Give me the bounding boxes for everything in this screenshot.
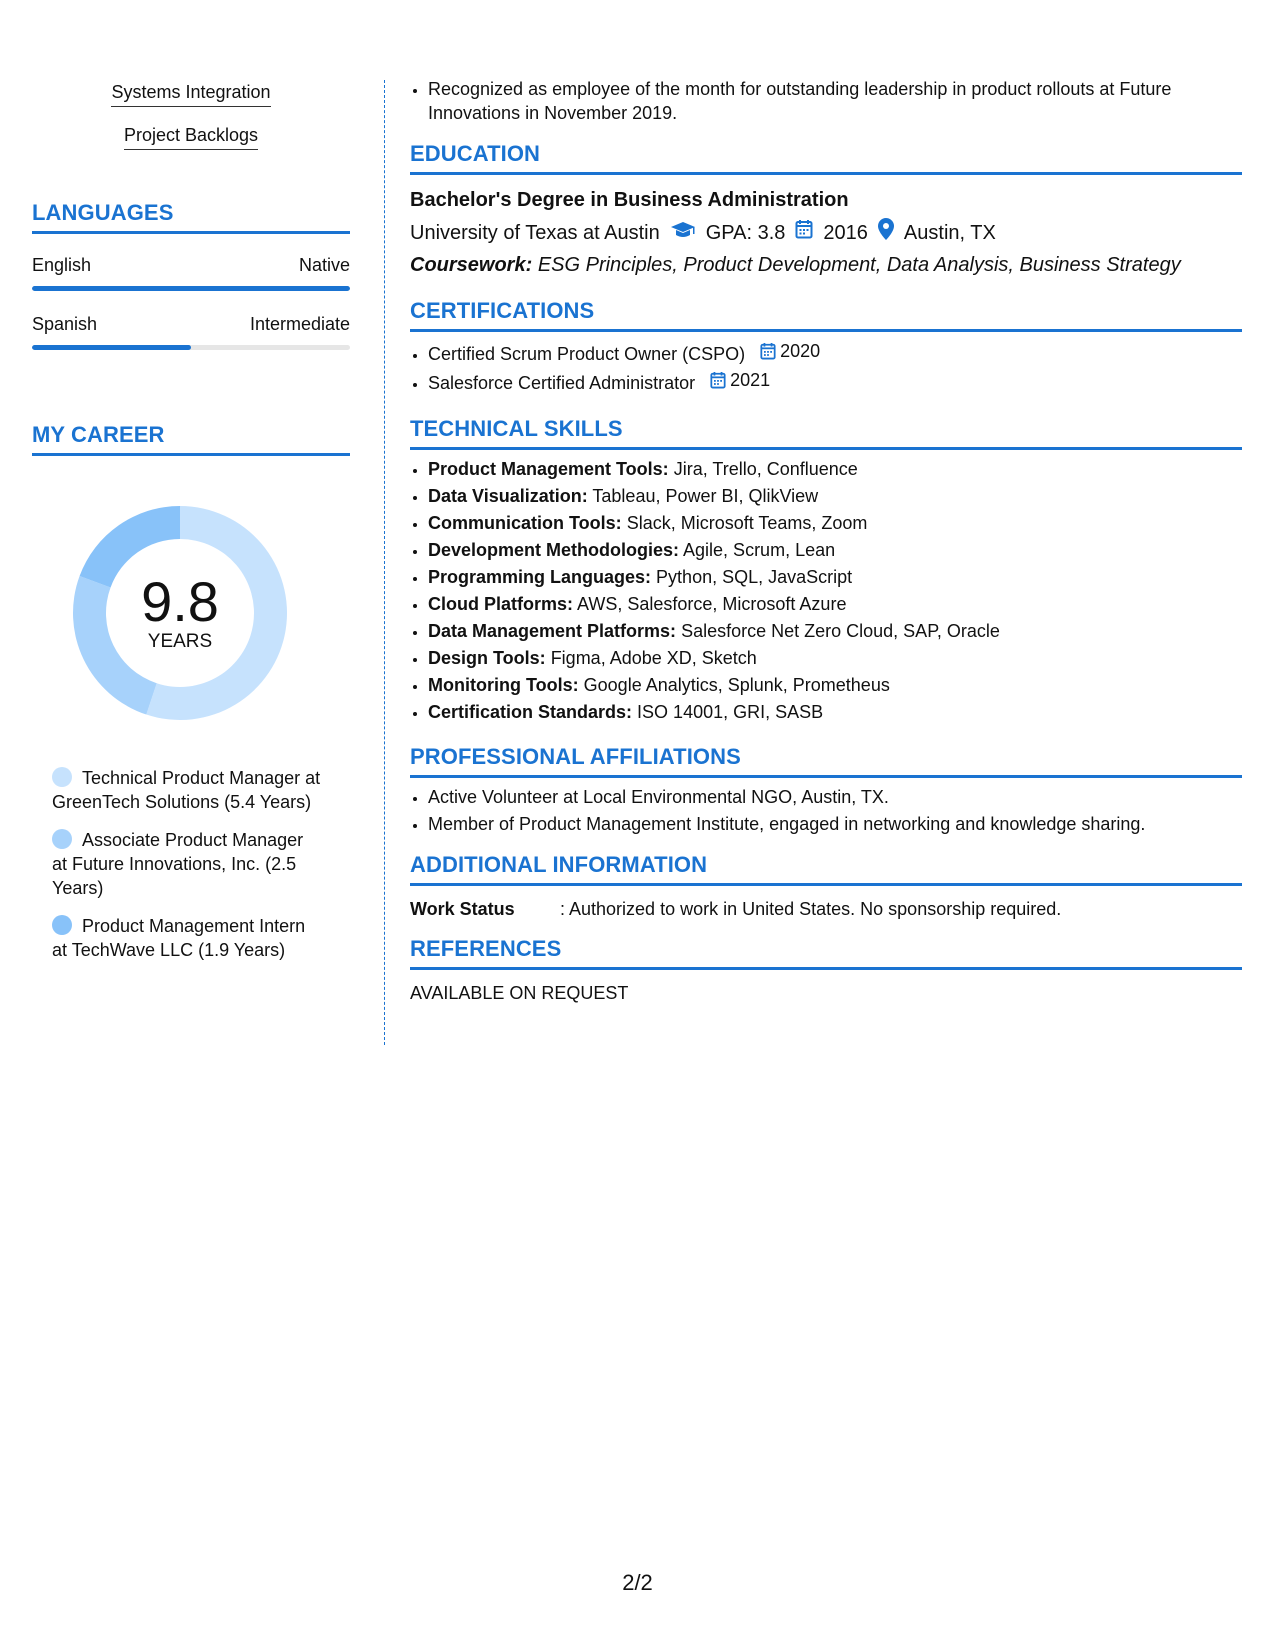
certification-item: • Certified Scrum Product Owner (CSPO) 2020	[428, 338, 1242, 367]
career-legend-item: Associate Product Manager at Future Innovations, Inc. (2.5 Years)	[52, 830, 304, 898]
page-number: 2/2	[622, 1570, 653, 1595]
language-proficiency-bar	[32, 286, 350, 291]
skill-item: • Certification Standards: ISO 14001, GRI, SASB	[428, 699, 1242, 726]
language-name: English	[32, 255, 92, 275]
calendar-icon	[795, 219, 813, 246]
certification-item: • Salesforce Certified Administrator 2021	[428, 367, 1242, 396]
school-location: Austin, TX	[903, 221, 996, 244]
coursework-list: ESG Principles, Product Development, Data Analysis, Business Strategy	[537, 254, 1181, 276]
skill-item: • Product Management Tools: Jira, Trello, Confluence	[428, 456, 1242, 483]
main-content	[410, 80, 1242, 1006]
education-heading: EDUCATION	[410, 141, 1242, 175]
certifications-section	[410, 298, 1242, 396]
languages-heading: LANGUAGES	[32, 200, 350, 234]
certifications-heading: CERTIFICATIONS	[410, 298, 1242, 332]
technical-skills-section	[410, 416, 1242, 726]
affiliations-list	[410, 784, 1242, 838]
legend-dot-icon	[52, 915, 72, 935]
skill-item: • Communication Tools: Slack, Microsoft Teams, Zoom	[428, 510, 1242, 537]
graduation-cap-icon	[670, 220, 696, 246]
skill-tag: Systems Integration	[111, 80, 270, 107]
education-meta	[410, 218, 1242, 247]
achievement-list	[410, 77, 1242, 125]
references-text: AVAILABLE ON REQUEST	[410, 983, 629, 1003]
calendar-icon	[760, 342, 776, 360]
career-legend-item: Product Management Intern at TechWave LLC (1.9 Years)	[52, 916, 306, 960]
location-pin-icon	[878, 218, 894, 247]
affiliation-item: • Member of Product Management Institute, engaged in networking and knowledge sharing.	[428, 811, 1242, 838]
legend-dot-icon	[52, 767, 72, 787]
references-section	[410, 936, 1242, 1006]
career-total-unit: YEARS	[147, 631, 213, 652]
additional-info-heading: ADDITIONAL INFORMATION	[410, 852, 1242, 886]
language-level: Native	[298, 255, 350, 275]
affiliations-heading: PROFESSIONAL AFFILIATIONS	[410, 744, 1242, 778]
skill-item: • Design Tools: Figma, Adobe XD, Sketch	[428, 645, 1242, 672]
sidebar	[32, 80, 350, 976]
skill-item: • Cloud Platforms: AWS, Salesforce, Microsoft Azure	[428, 591, 1242, 618]
technical-skills-heading: TECHNICAL SKILLS	[410, 416, 1242, 450]
career-legend	[32, 766, 350, 962]
skill-item: • Data Visualization: Tableau, Power BI, QlikView	[428, 483, 1242, 510]
skill-tag: Project Backlogs	[124, 123, 258, 150]
coursework-label: Coursework:	[410, 254, 533, 276]
language-item	[32, 313, 350, 350]
skill-item: • Programming Languages: Python, SQL, JavaScript	[428, 564, 1242, 591]
references-heading: REFERENCES	[410, 936, 1242, 970]
skill-item: • Development Methodologies: Agile, Scrum, Lean	[428, 537, 1242, 564]
work-status-label: Work Status	[410, 899, 515, 919]
column-divider	[384, 80, 385, 1045]
calendar-icon	[710, 371, 726, 389]
coursework	[410, 252, 1242, 278]
technical-skills-list	[410, 456, 1242, 726]
work-status-row	[410, 896, 1242, 922]
skill-item: • Data Management Platforms: Salesforce Net Zero Cloud, SAP, Oracle	[428, 618, 1242, 645]
language-level: Intermediate	[249, 314, 350, 334]
language-item	[32, 254, 350, 291]
legend-dot-icon	[52, 829, 72, 849]
certifications-list	[410, 338, 1242, 396]
career-donut-chart	[67, 500, 293, 726]
career-total-years: 9.8	[141, 570, 219, 633]
language-name: Spanish	[32, 314, 98, 334]
degree-title: Bachelor's Degree in Business Administration	[410, 189, 849, 211]
affiliation-item: • Active Volunteer at Local Environmental NGO, Austin, TX.	[428, 784, 1242, 811]
language-proficiency-fill	[32, 345, 191, 350]
achievement-item: • Recognized as employee of the month for outstanding leadership in product rollouts at Future Innovations in November 2019.	[428, 77, 1242, 125]
affiliations-section	[410, 744, 1242, 838]
language-proficiency-bar	[32, 345, 350, 350]
education-section	[410, 141, 1242, 278]
certification-year: 2021	[730, 370, 771, 390]
skill-item: • Monitoring Tools: Google Analytics, Splunk, Prometheus	[428, 672, 1242, 699]
school-name: University of Texas at Austin	[410, 221, 660, 244]
gpa: GPA: 3.8	[705, 221, 786, 244]
career-legend-item: Technical Product Manager at GreenTech Solutions (5.4 Years)	[52, 768, 321, 812]
graduation-year: 2016	[823, 221, 868, 244]
language-proficiency-fill	[32, 286, 350, 291]
additional-info-section	[410, 852, 1242, 922]
work-status-value: : Authorized to work in United States. No sponsorship required.	[560, 899, 1062, 919]
certification-year: 2020	[780, 341, 821, 361]
career-heading: MY CAREER	[32, 422, 350, 456]
